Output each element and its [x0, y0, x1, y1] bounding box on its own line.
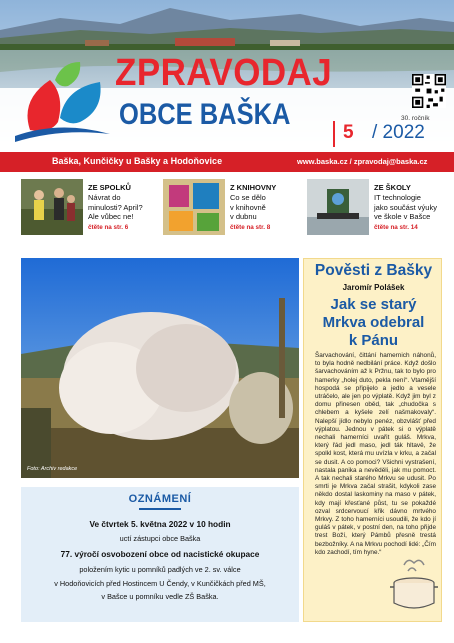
teaser-category: ZE ŠKOLY [374, 183, 411, 192]
teaser-more-link[interactable]: čtěte na str. 14 [374, 224, 418, 231]
teaser-knihovna[interactable] [163, 179, 303, 235]
masthead-subtitle: OBCE BAŠKA [119, 98, 291, 131]
blooming-tree-photo [21, 258, 299, 478]
photo-credit: Foto: Archiv redakce [27, 466, 78, 472]
masthead [0, 0, 454, 152]
qr-code-icon[interactable] [412, 74, 446, 108]
announcement-line: v Bašce u pomníku vedle ZŠ Baška. [101, 592, 219, 601]
announcement-underline [139, 508, 181, 510]
volume-label: 30. ročník [401, 115, 430, 122]
announcement-line: Ve čtvrtek 5. května 2022 v 10 hodin [89, 519, 231, 529]
teaser-image [21, 179, 83, 235]
issue-number: 5 [343, 122, 354, 143]
teaser-category: Z KNIHOVNY [230, 183, 277, 192]
announcement-line: v Hodoňovicích před Hostincem U Čendy, v Kunčičkách před MŠ, [54, 579, 266, 588]
announcement-box [21, 487, 299, 622]
teaser-text: Návrat do minulosti? April? Ale vůbec ne! [88, 193, 143, 222]
masthead-title: ZPRAVODAJ [115, 52, 333, 94]
teaser-category: ZE SPOLKŮ [88, 183, 131, 192]
teaser-image [163, 179, 225, 235]
story-author: Jaromír Polášek [342, 283, 405, 292]
teaser-spolky[interactable] [21, 179, 161, 235]
announcement-line: uctí zástupci obce Baška [119, 534, 201, 543]
teaser-text: Co se dělo v knihovně v dubnu [230, 193, 266, 222]
places-band [0, 152, 454, 172]
teaser-more-link[interactable]: čtěte na str. 6 [88, 224, 129, 231]
announcement-title: OZNÁMENÍ [128, 493, 192, 505]
cooking-pot-icon [388, 555, 440, 613]
issue-divider [333, 121, 335, 147]
story-body: Šarvachování, čittání hamernich náhonů, to byla hodně nedbilání práce. Když došlo šarvachováním až k Pržnu, tak to bylo pro hamerky „holej duto, pekla není“. Vtamější hospodá se připijelo a jedlo a vesele utráčelo, ale jen po výplatě. Když jim byl z domu přinesen oběd, tak „chudočka s chlebem a kyšele zelí našmakovaly“. Nalepší jídlo nebylo penéz, obzvlášť před výplatou. Jednou v pátek si o výplatě nechali hamerníci uvařit guláš. Mrkva, který řád jedl maso, jedl ták hltavě, že spolkl kost, která mu uvízla v krku, a začal se dusit. A co pomoci? Všichni vystrašení, nastala panika a nevěděli, jak mu pomoct. A tak nechali starého Mrkvu se udusit. Po smrti je Mrkva začal strašit, kdykoli zase někdo dostal laskominy na maso v pátek, kdy mají křesťané půst, tu se pokaždé ozval srdcervoucí křik dávno mrtvého Mrkvy. Z toho hamerníci usoudili, že kdo jí guláš v pátek, v postní den, na toho přijde trest Boží, který Pámbů přesně trestá bezbožníky. A na Mrkvu pochodí lidé: „Čím kdo zachodí, tím hyne.“ [315, 352, 436, 556]
places-text: Baška, Kunčičky u Bašky a Hodoňovice [52, 156, 223, 166]
teaser-image [307, 179, 369, 235]
legend-story-box [303, 258, 442, 622]
teaser-text: IT technologie jako součást výuky ve škole v Bašce [374, 193, 437, 222]
issue-year: / 2022 [372, 122, 425, 143]
website-email[interactable]: www.baska.cz / zpravodaj@baska.cz [297, 157, 428, 166]
teaser-skola[interactable] [307, 179, 447, 235]
teaser-more-link[interactable]: čtěte na str. 8 [230, 224, 271, 231]
story-headline: Jak se starý Mrkva odebral k Pánu [322, 296, 425, 349]
announcement-line: položením kytic u pomníků padlých ve 2. sv. válce [79, 565, 241, 574]
logo-icon [10, 60, 118, 146]
announcement-line: 77. výročí osvobození obce od nacistické okupace [60, 549, 260, 559]
story-section-title: Pověsti z Bašky [314, 262, 433, 279]
